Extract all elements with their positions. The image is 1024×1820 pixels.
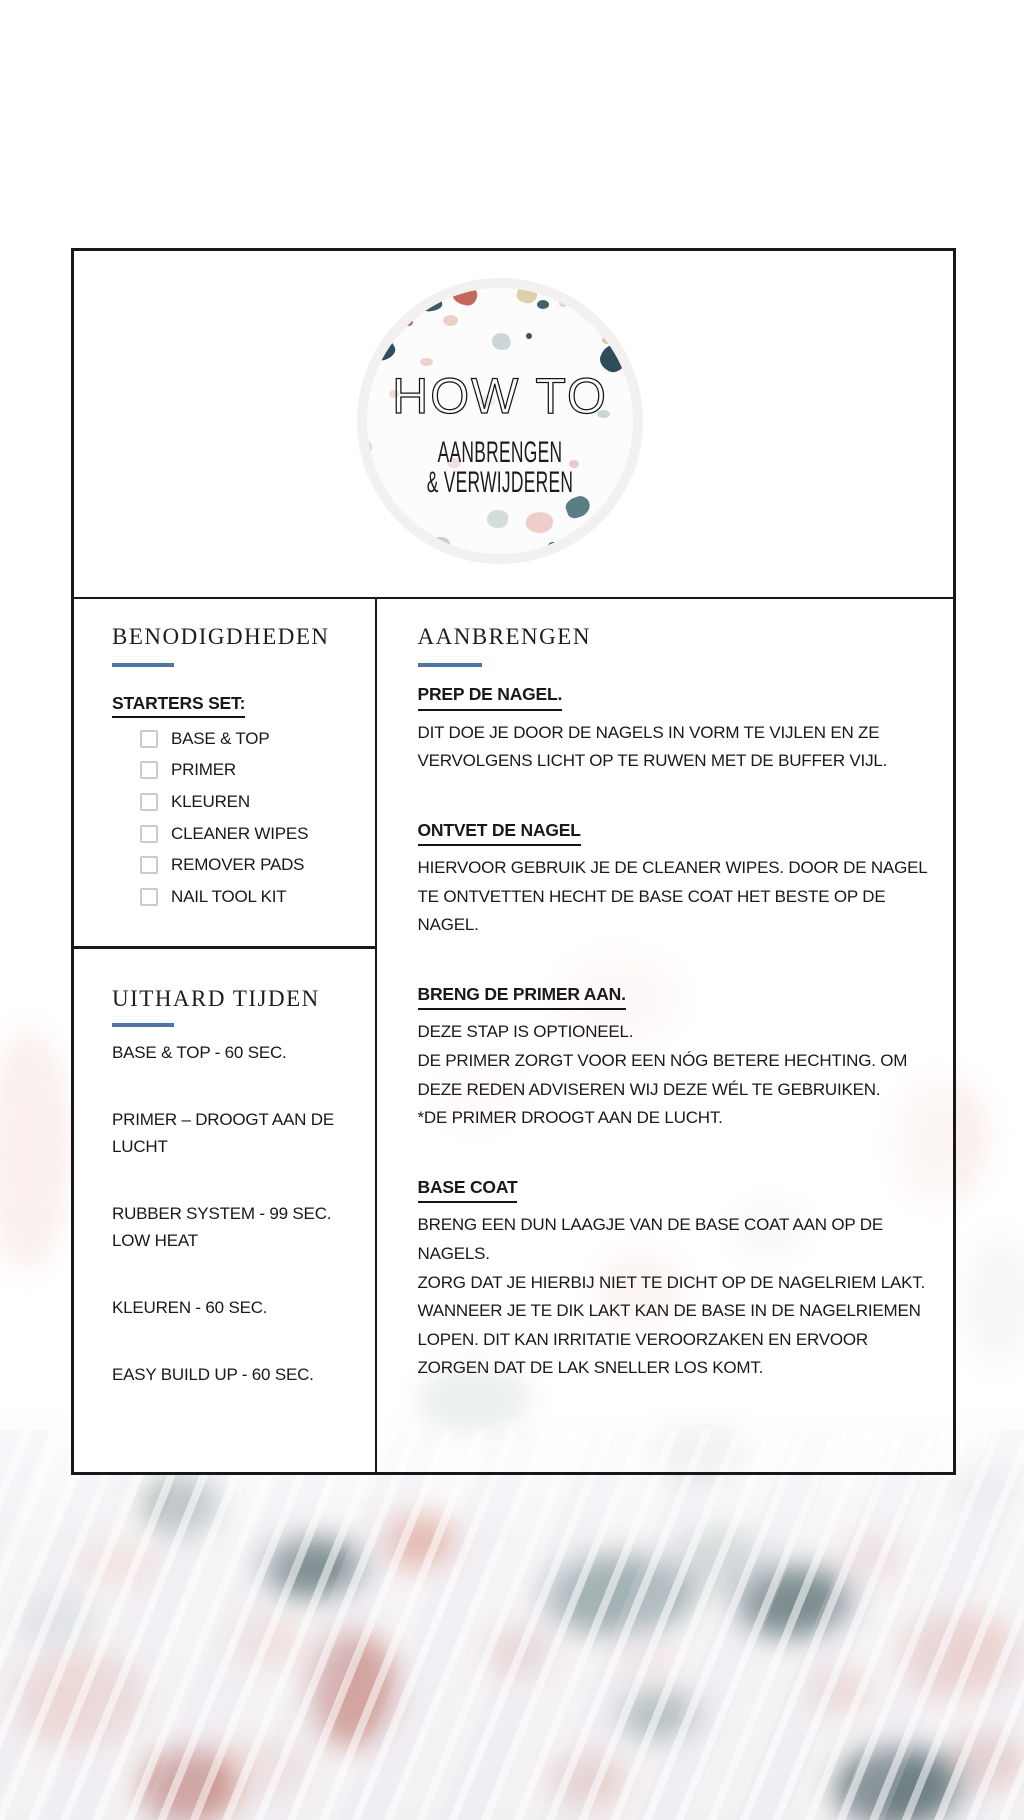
step-body	[418, 1018, 928, 1132]
terrazzo-speck	[537, 300, 549, 309]
terrazzo-speck	[452, 284, 479, 307]
section-title-uithard-tijden: UITHARD TIJDEN	[112, 986, 320, 1011]
checklist-item-label: CLEANER WIPES	[171, 823, 309, 843]
step-text-line: ZORGEN DAT DE LAK SNELLER LOS KOMT.	[417, 1358, 764, 1378]
step-body	[418, 719, 928, 776]
accent-underline	[112, 663, 174, 667]
terrazzo-speck	[605, 504, 614, 513]
right-column	[378, 599, 954, 1472]
checklist-item-label: BASE & TOP	[171, 728, 270, 748]
section-divider	[74, 946, 375, 949]
section-title-benodigdheden: BENODIGDHEDEN	[112, 624, 330, 649]
checklist-item	[112, 849, 308, 881]
curing-time-text: BASE & TOP - 60 SEC.	[112, 1043, 287, 1062]
terrazzo-speck	[602, 336, 612, 344]
step-text-line: NAGEL.	[417, 915, 479, 935]
terrazzo-speck	[515, 284, 539, 306]
step-body	[418, 854, 928, 940]
checkbox-icon	[140, 888, 158, 906]
step-text-line: DIT DOE JE DOOR DE NAGELS IN VORM TE VIJLEN EN ZE	[417, 722, 880, 742]
checklist-item-label: PRIMER	[171, 760, 236, 780]
curing-times-list	[112, 1039, 334, 1428]
watercolor-blob	[965, 1235, 1024, 1365]
terrazzo-speck	[420, 295, 443, 313]
curing-time-text: EASY BUILD UP - 60 SEC.	[112, 1365, 314, 1384]
step-text-line: DE PRIMER ZORGT VOOR EEN NÓG BETERE HECHTING. OM	[417, 1051, 908, 1071]
step-text-line: VERVOLGENS LICHT OP TE RUWEN MET DE BUFFER VIJL.	[417, 751, 888, 771]
terrazzo-speck	[443, 315, 458, 326]
instruction-step	[418, 817, 928, 940]
checklist-item	[112, 786, 308, 818]
accent-underline	[418, 663, 482, 667]
step-heading: PREP DE NAGEL.	[418, 681, 563, 711]
step-heading: ONTVET DE NAGEL	[418, 817, 581, 847]
step-text-line: ZORG DAT JE HIERBIJ NIET TE DICHT OP DE NAGELRIEM LAKT.	[417, 1272, 926, 1292]
instruction-steps	[418, 681, 928, 1424]
content-columns	[74, 599, 953, 1472]
checkbox-icon	[140, 793, 158, 811]
step-text-line: DEZE STAP IS OPTIONEEL.	[417, 1022, 634, 1042]
checklist-item	[112, 723, 308, 755]
logo-title: HOW TO	[392, 368, 608, 424]
checklist-item-label: KLEUREN	[171, 791, 250, 811]
step-text-line: HIERVOOR GEBRUIK JE DE CLEANER WIPES. DOOR DE NAGEL	[417, 858, 928, 878]
curing-time-text: LUCHT	[112, 1137, 168, 1156]
starters-set-heading-text: STARTERS SET:	[112, 693, 245, 718]
logo-subtitle	[367, 438, 633, 498]
terrazzo-speck	[420, 358, 433, 366]
checkbox-icon	[140, 856, 158, 874]
checkbox-icon	[140, 761, 158, 779]
checklist-item	[112, 818, 308, 850]
starters-set-heading	[112, 693, 245, 718]
checklist-item-label: REMOVER PADS	[171, 855, 305, 875]
curing-time-entry	[112, 1200, 334, 1254]
terrazzo-speck	[405, 318, 413, 326]
step-text-line: TE ONTVETTEN HECHT DE BASE COAT HET BESTE OP DE	[417, 886, 886, 906]
instruction-step	[418, 1174, 928, 1383]
terrazzo-speck	[526, 333, 532, 339]
terrazzo-speck	[559, 300, 568, 307]
left-column	[74, 599, 377, 1472]
curing-time-text: KLEUREN - 60 SEC.	[112, 1298, 268, 1317]
logo-subtitle-line2: & VERWIJDEREN	[426, 466, 574, 499]
logo-badge	[357, 278, 643, 564]
instruction-step	[418, 681, 928, 776]
starters-set-checklist	[112, 723, 308, 913]
curing-time-entry	[112, 1039, 334, 1066]
checklist-item	[112, 881, 308, 913]
curing-time-text: PRIMER – DROOGT AAN DE	[112, 1110, 334, 1129]
step-text-line: DEZE REDEN ADVISEREN WIJ DEZE WÉL TE GEBRUIKEN.	[417, 1079, 881, 1099]
step-body	[418, 1211, 928, 1383]
watercolor-brush-streaks	[0, 1430, 1024, 1820]
terrazzo-speck	[548, 542, 559, 550]
checklist-item-label: NAIL TOOL KIT	[171, 886, 287, 906]
step-heading: BASE COAT	[418, 1174, 518, 1204]
step-text-line: WANNEER JE TE DIK LAKT KAN DE BASE IN DE NAGELRIEMEN	[417, 1301, 921, 1321]
checkbox-icon	[140, 825, 158, 843]
step-text-line: *DE PRIMER DROOGT AAN DE LUCHT.	[417, 1108, 723, 1128]
instruction-step	[418, 981, 928, 1133]
curing-time-text: LOW HEAT	[112, 1231, 198, 1250]
accent-underline	[112, 1023, 174, 1027]
curing-time-entry	[112, 1294, 334, 1321]
step-text-line: BRENG EEN DUN LAAGJE VAN DE BASE COAT AAN OP DE	[417, 1215, 883, 1235]
curing-time-entry	[112, 1106, 334, 1160]
curing-time-text: RUBBER SYSTEM - 99 SEC.	[112, 1204, 332, 1223]
terrazzo-speck	[490, 330, 514, 352]
logo-subtitle-line1: AANBRENGEN	[437, 436, 563, 469]
step-heading: BRENG DE PRIMER AAN.	[418, 981, 626, 1011]
watercolor-blob	[0, 1030, 70, 1270]
step-text-line: NAGELS.	[417, 1243, 490, 1263]
checkbox-icon	[140, 730, 158, 748]
checklist-item	[112, 755, 308, 787]
terrazzo-speck	[487, 510, 508, 528]
section-title-aanbrengen: AANBRENGEN	[417, 624, 591, 649]
terrazzo-speck	[525, 510, 555, 535]
curing-time-entry	[112, 1361, 334, 1388]
step-text-line: LOPEN. DIT KAN IRRITATIE VEROORZAKEN EN ERVOOR	[417, 1329, 869, 1349]
